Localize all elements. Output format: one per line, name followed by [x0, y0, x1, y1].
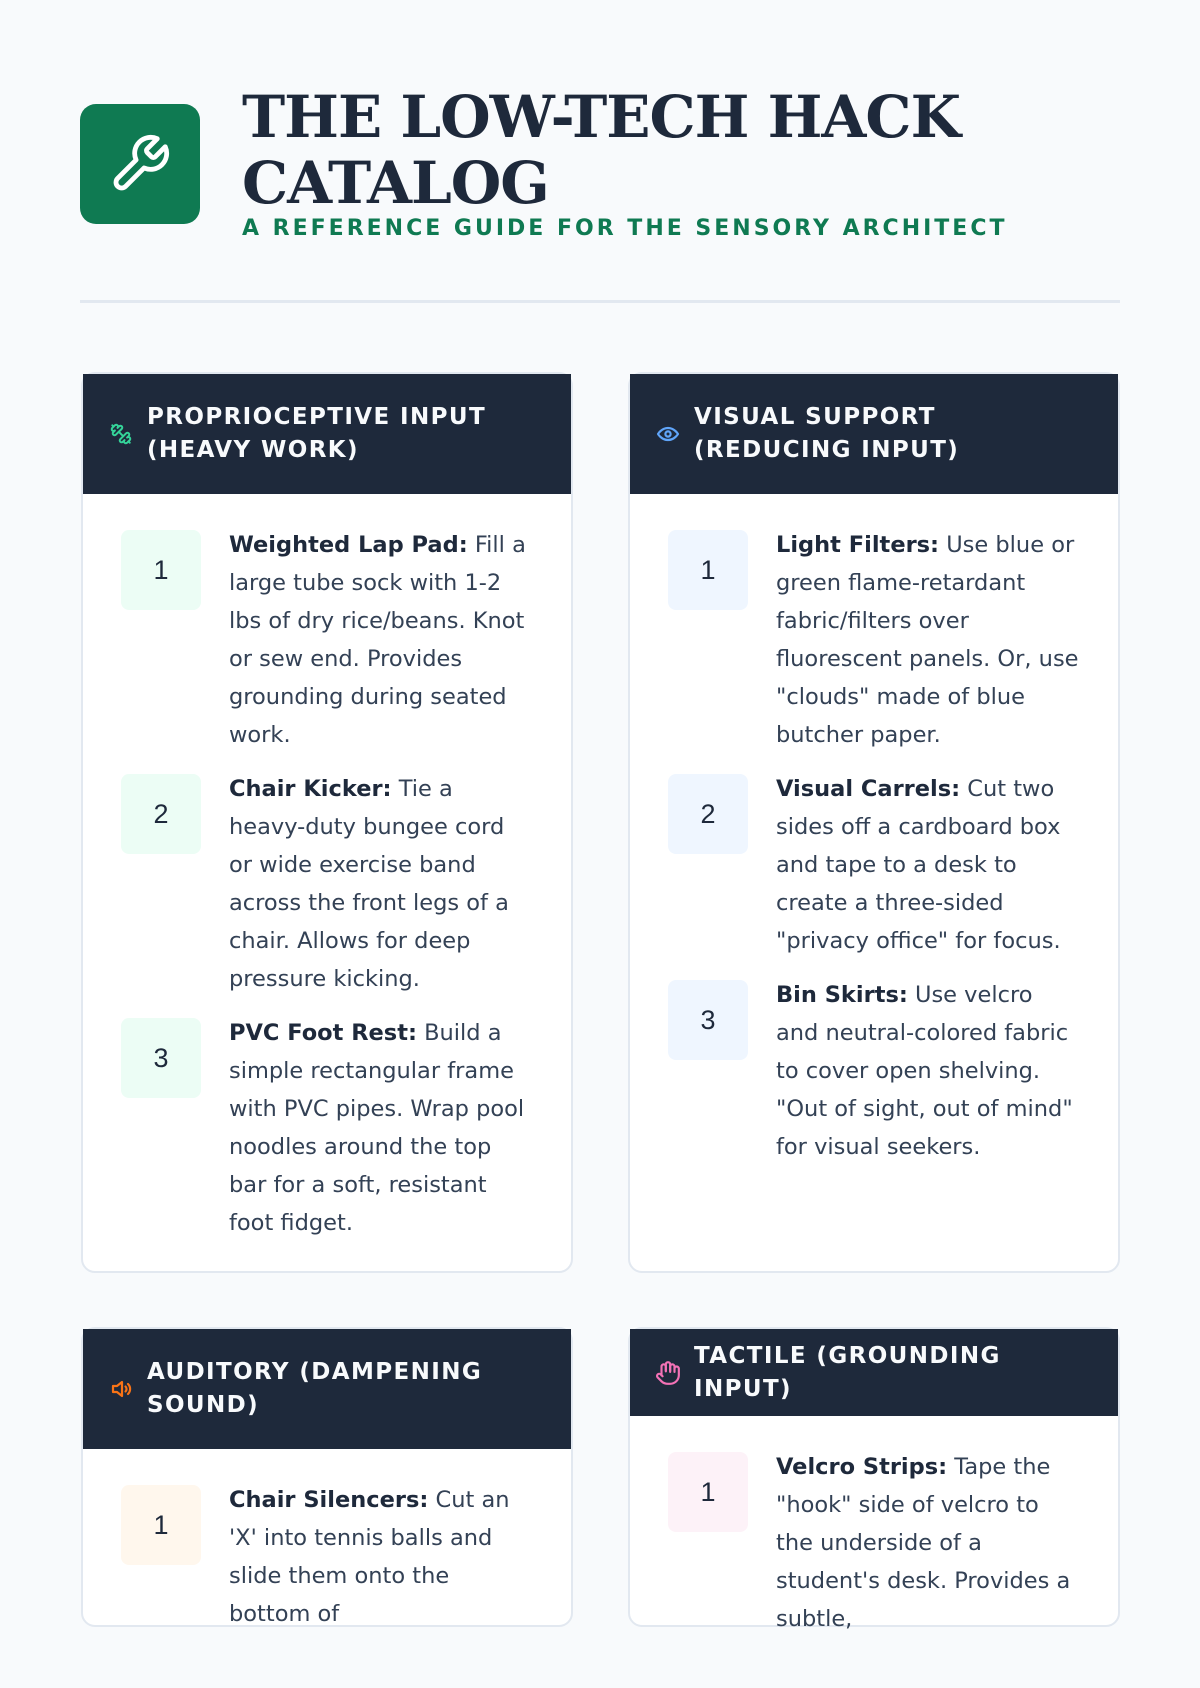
- item-description: Use blue or green flame-retardant fabric/filters over fluorescent panels. Or, use "clouds" made of blue butcher paper.: [776, 532, 1079, 748]
- item-description: Build a simple rectangular frame with PVC pipes. Wrap pool noodles around the top bar for a soft, resistant foot fidget.: [229, 1020, 525, 1236]
- item-name: Bin Skirts:: [776, 982, 908, 1008]
- logo: [80, 104, 200, 224]
- item-number: 1: [121, 530, 201, 610]
- item-name: Visual Carrels:: [776, 776, 961, 802]
- item-name: Light Filters:: [776, 532, 940, 558]
- card-body: [83, 1449, 571, 1683]
- list-item: [668, 1452, 1080, 1638]
- item-text: [229, 770, 533, 998]
- item-description: Tie a heavy-duty bungee cord or wide exercise band across the front legs of a chair. Allows for deep pressure kicking.: [229, 776, 509, 992]
- item-number: 1: [121, 1485, 201, 1565]
- item-name: Chair Kicker:: [229, 776, 392, 802]
- card-tactile: [628, 1327, 1120, 1632]
- header-divider: [80, 300, 1120, 303]
- list-item: [121, 1018, 533, 1242]
- item-number: 2: [121, 774, 201, 854]
- item-number: 2: [668, 774, 748, 854]
- item-number: 3: [668, 980, 748, 1060]
- dumbbell-icon: [109, 422, 133, 446]
- card-header: [83, 374, 571, 494]
- card-title: PROPRIOCEPTIVE INPUT (HEAVY WORK): [147, 404, 487, 463]
- card-auditory: [81, 1327, 573, 1627]
- item-number: 1: [668, 530, 748, 610]
- list-item: [121, 530, 533, 754]
- item-description: Cut two sides off a cardboard box and tape to a desk to create a three-sided "privacy office" for focus.: [776, 776, 1061, 954]
- item-text: [776, 1448, 1080, 1638]
- card-proprioceptive: [81, 372, 573, 1273]
- speaker-icon: [109, 1377, 133, 1401]
- item-text: [776, 976, 1080, 1166]
- item-name: Velcro Strips:: [776, 1454, 948, 1480]
- list-item: [121, 774, 533, 998]
- list-item: [668, 980, 1080, 1166]
- eye-icon: [656, 422, 680, 446]
- item-number: 1: [668, 1452, 748, 1532]
- list-item: [121, 1485, 533, 1633]
- card-title: VISUAL SUPPORT (REDUCING INPUT): [694, 404, 960, 463]
- card-header: [630, 374, 1118, 494]
- item-text: [776, 526, 1080, 754]
- item-description: Tape the "hook" side of velcro to the underside of a student's desk. Provides a subtle,: [776, 1454, 1071, 1632]
- item-text: [229, 1481, 533, 1633]
- item-name: Chair Silencers:: [229, 1487, 429, 1513]
- item-description: Cut an 'X' into tennis balls and slide them onto the bottom of: [229, 1487, 510, 1627]
- card-body: [630, 1416, 1118, 1688]
- list-item: [668, 774, 1080, 960]
- card-visual: [628, 372, 1120, 1273]
- page-subtitle: A REFERENCE GUIDE FOR THE SENSORY ARCHITECT: [242, 216, 1008, 241]
- item-text: [229, 526, 533, 754]
- item-name: PVC Foot Rest:: [229, 1020, 417, 1046]
- list-item: [668, 530, 1080, 754]
- item-description: Use velcro and neutral-colored fabric to cover open shelving. "Out of sight, out of mind" for visual seekers.: [776, 982, 1073, 1160]
- wrench-icon: [108, 132, 172, 196]
- item-name: Weighted Lap Pad:: [229, 532, 468, 558]
- hand-icon: [656, 1361, 680, 1385]
- page-title: THE LOW-TECH HACK CATALOG: [242, 83, 960, 217]
- card-header: [83, 1329, 571, 1449]
- item-text: [229, 1014, 533, 1242]
- card-title: AUDITORY (DAMPENING SOUND): [147, 1359, 483, 1418]
- card-body: [83, 494, 571, 1292]
- item-description: Fill a large tube sock with 1-2 lbs of dry rice/beans. Knot or sew end. Provides grounding during seated work.: [229, 532, 526, 748]
- card-title: TACTILE (GROUNDING INPUT): [694, 1342, 1001, 1402]
- card-header: [630, 1329, 1118, 1416]
- card-body: [630, 494, 1118, 1216]
- item-text: [776, 770, 1080, 960]
- item-number: 3: [121, 1018, 201, 1098]
